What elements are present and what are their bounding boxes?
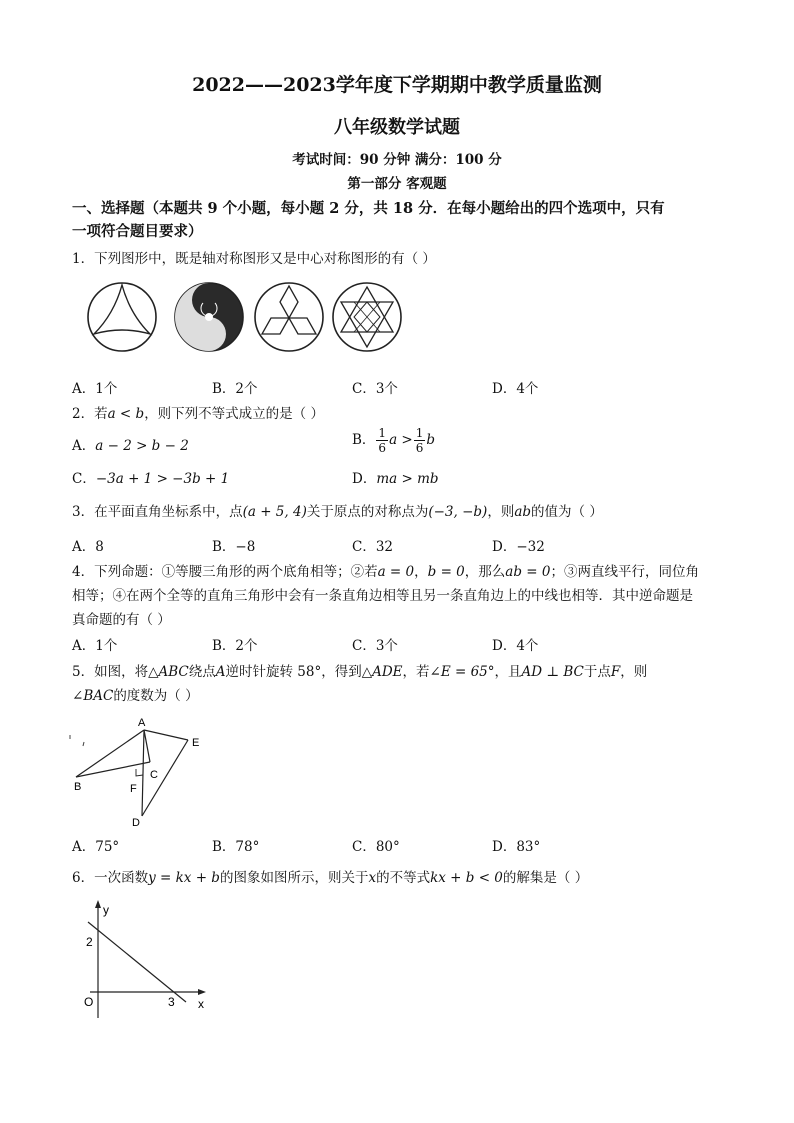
q1-figures — [84, 276, 404, 358]
x-intercept-label: 3 — [168, 995, 175, 1009]
q1-figure-1 — [88, 283, 156, 351]
q5-label-e: E — [192, 737, 200, 749]
q3-option-a: A．8 — [72, 539, 104, 555]
exam-info: 考试时间：90 分钟 满分：100 分 — [292, 152, 502, 168]
q4-option-b: B．2个 — [212, 638, 258, 654]
section-heading-line1: 一、选择题（本题共 9 个小题，每小题 2 分，共 18 分．在每小题给出的四个选项中，只有 — [72, 200, 665, 217]
q1-stem: 1．下列图形中，既是轴对称图形又是中心对称图形的有（ ） — [72, 251, 436, 267]
q2-stem: 2．若a < b，则下列不等式成立的是（ ） — [72, 406, 324, 422]
q1-option-c: C．3个 — [352, 381, 398, 397]
q5-label-f: F — [130, 783, 137, 795]
q5-option-b: B．78° — [212, 839, 260, 855]
q6-stem: 6．一次函数y = kx + b的图象如图所示，则关于x的不等式kx + b < 0的解集是（ ） — [72, 870, 589, 886]
q3-option-c: C．32 — [352, 539, 394, 555]
q5-option-a: A．75° — [72, 839, 120, 855]
q5-option-d: D．83° — [492, 839, 541, 855]
q4-option-d: D．4个 — [492, 638, 539, 654]
q1-figure-4 — [333, 283, 401, 351]
exam-title: 2022——2023学年度下学期期中教学质量监测 — [192, 74, 602, 96]
q3-stem: 3．在平面直角坐标系中，点(a + 5, 4)关于原点的对称点为(−3, −b)，则ab的值为（ ） — [72, 504, 603, 520]
q6-graph — [78, 898, 218, 1024]
q4-option-a: A．1个 — [72, 638, 118, 654]
q5-label-c: C — [150, 769, 158, 781]
q2-option-b: B． $\frac{1}{6}$ a > $\frac{1}{6}$ b — [352, 426, 436, 455]
q2-option-c: C．−3a + 1 > −3b + 1 — [72, 471, 230, 487]
q1-option-b: B．2个 — [212, 381, 258, 397]
q5-option-c: C．80° — [352, 839, 400, 855]
part-heading: 第一部分 客观题 — [347, 176, 447, 192]
q4-line2: 相等；④在两个全等的直角三角形中会有一条直角边相等且另一条直角边上的中线也相等．其中逆命题是 — [72, 588, 693, 604]
q3-option-b: B．−8 — [212, 539, 256, 555]
q2-option-d: D．ma > mb — [352, 471, 439, 487]
q3-option-d: D．−32 — [492, 539, 545, 555]
section-heading-line2: 一项符合题目要求） — [72, 223, 203, 240]
q1-option-a: A．1个 — [72, 381, 118, 397]
function-line — [88, 922, 186, 1002]
q1-option-d: D．4个 — [492, 381, 539, 397]
q5-label-d: D — [132, 817, 140, 829]
q5-line2: ∠BAC的度数为（ ） — [72, 688, 199, 704]
q5-line1: 5．如图，将△ABC绕点A逆时针旋转 58°，得到△ADE，若∠E = 65°，且AD ⊥ BC于点F，则 — [72, 664, 648, 680]
x-axis-label: x — [198, 997, 204, 1011]
q4-option-c: C．3个 — [352, 638, 398, 654]
q5-figure — [64, 712, 214, 832]
q2-option-a: A．a − 2 > b − 2 — [72, 438, 189, 454]
exam-subtitle: 八年级数学试题 — [334, 117, 460, 138]
q5-label-b: B — [74, 781, 82, 793]
q4-line3: 真命题的有（ ） — [72, 612, 171, 628]
q1-figure-2 — [175, 283, 243, 351]
q4-line1: 4．下列命题：①等腰三角形的两个底角相等；②若a = 0，b = 0，那么ab = 0；③两直线平行，同位角 — [72, 564, 699, 580]
y-axis-label: y — [103, 903, 109, 917]
origin-label: O — [84, 995, 94, 1009]
q1-figure-3 — [255, 283, 323, 351]
q5-label-a: A — [138, 717, 146, 729]
y-intercept-label: 2 — [86, 935, 93, 949]
